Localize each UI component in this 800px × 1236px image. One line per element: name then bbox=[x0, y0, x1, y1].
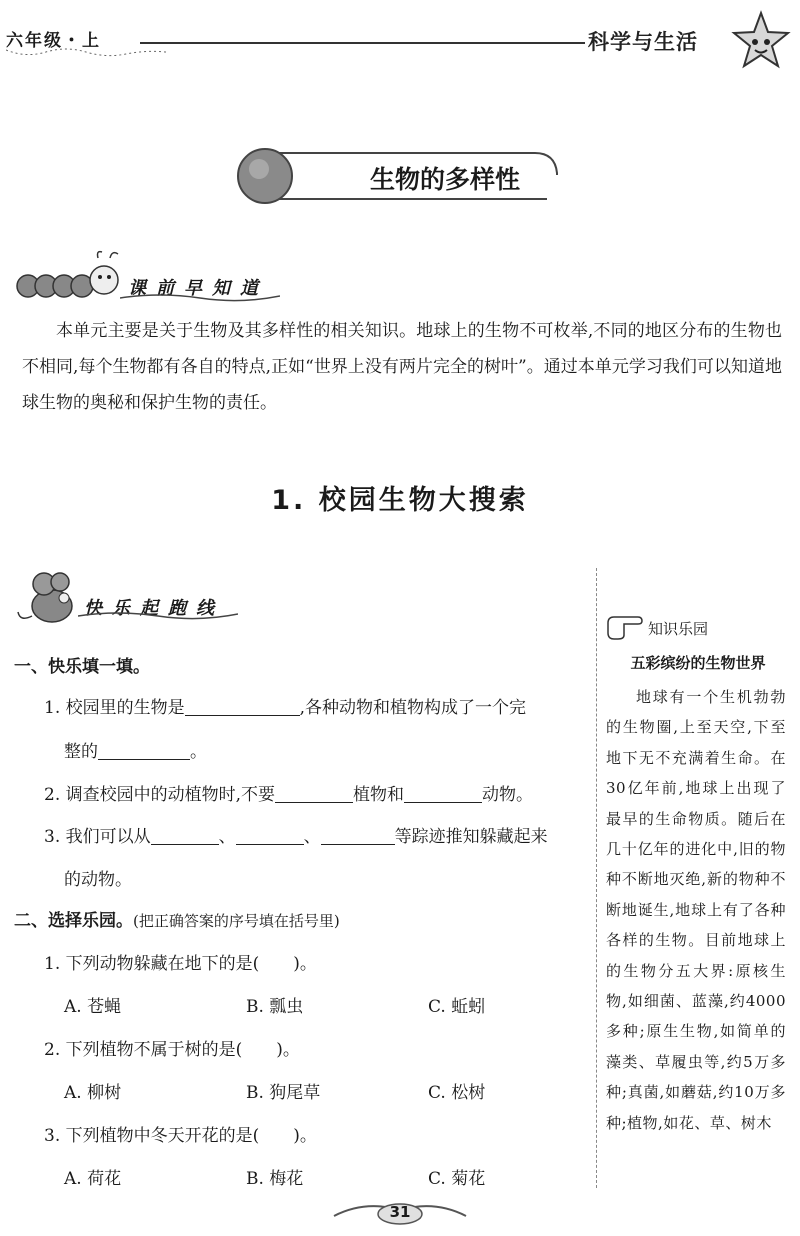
caterpillar-icon bbox=[12, 246, 124, 310]
answer-blank[interactable] bbox=[236, 827, 304, 845]
option-c[interactable]: C. 蚯蚓 bbox=[428, 997, 486, 1017]
option-a[interactable]: A. 柳树 bbox=[64, 1083, 122, 1103]
option-a[interactable]: A. 苍蝇 bbox=[64, 997, 122, 1017]
fill-question-3-cont: 的动物。 bbox=[64, 870, 132, 890]
answer-blank[interactable] bbox=[151, 827, 219, 845]
choice-question-1: 1. 下列动物躲藏在地下的是( )。 bbox=[44, 954, 317, 974]
section2-heading bbox=[14, 906, 340, 931]
unit-intro-paragraph: 本单元主要是关于生物及其多样性的相关知识。地球上的生物不可枚举,不同的地区分布的生物也不相同,每个生物都有各自的特点,正如“世界上没有两片完全的树叶”。通过本单元学习我们可以知道地球生物的奥秘和保护生物的责任。 bbox=[22, 321, 782, 413]
pointing-hand-icon bbox=[604, 613, 644, 641]
lesson-banner-underline bbox=[78, 608, 238, 622]
section2-title: 二、选择乐园。 bbox=[14, 911, 133, 931]
answer-blank[interactable] bbox=[404, 785, 482, 803]
option-c[interactable]: C. 菊花 bbox=[428, 1169, 486, 1189]
fill-question-1: 1. 校园里的生物是 ,各种动物和植物构成了一个完 bbox=[44, 698, 527, 718]
banner-underline bbox=[120, 290, 280, 304]
column-divider bbox=[596, 568, 597, 1188]
answer-blank[interactable] bbox=[185, 698, 300, 716]
fill-question-1-cont: 整的 。 bbox=[64, 742, 207, 762]
header-wave-decoration bbox=[6, 44, 186, 60]
option-a[interactable]: A. 荷花 bbox=[64, 1169, 122, 1189]
option-b[interactable]: B. 瓢虫 bbox=[246, 997, 304, 1017]
lesson-banner-label: 快乐起跑线 bbox=[84, 598, 224, 619]
section1-title: 一、快乐填一填。 bbox=[14, 657, 150, 677]
fill-question-3: 3. 我们可以从 、 、 等踪迹推知躲藏起来 bbox=[44, 827, 548, 847]
grade-label: 六年级・上 bbox=[6, 31, 101, 51]
answer-blank[interactable] bbox=[98, 742, 190, 760]
sidebar-body: 地球有一个生机勃勃的生物圈,上至天空,下至地下无不充满着生命。在30亿年前,地球上出现了最早的生命物质。随后在几十亿年的进化中,旧的物种不断地灭绝,新的物种不断地诞生,地球上有了各种各样的生物。目前地球上的生物分五大界:原核生物,如细菌、蓝藻,约4000多种;原生生物,如简单的藻类、草履虫等,约5万多种;真菌,如蘑菇,约10万多种;植物,如花、草、树木 bbox=[606, 688, 786, 1132]
book-title: 科学与生活 bbox=[588, 30, 698, 54]
page-number: 31 bbox=[389, 1203, 411, 1221]
header-rule bbox=[140, 42, 585, 44]
mouse-icon bbox=[14, 568, 84, 626]
unit-title: 生物的多样性 bbox=[370, 165, 521, 194]
section2-note: (把正确答案的序号填在括号里) bbox=[133, 912, 340, 930]
sidebar-heading: 知识乐园 bbox=[648, 620, 709, 638]
option-b[interactable]: B. 梅花 bbox=[246, 1169, 304, 1189]
lesson-title: 1. 校园生物大搜索 bbox=[271, 485, 529, 516]
option-c[interactable]: C. 松树 bbox=[428, 1083, 486, 1103]
sidebar-title: 五彩缤纷的生物世界 bbox=[630, 654, 766, 672]
answer-blank[interactable] bbox=[275, 785, 353, 803]
preview-banner-label: 课前早知道 bbox=[128, 278, 268, 299]
fill-question-2: 2. 调查校园中的动植物时,不要 植物和 动物。 bbox=[44, 785, 534, 805]
star-mascot-icon bbox=[730, 10, 792, 72]
choice-question-3: 3. 下列植物中冬天开花的是( )。 bbox=[44, 1126, 317, 1146]
answer-blank[interactable] bbox=[321, 827, 395, 845]
choice-question-2: 2. 下列植物不属于树的是( )。 bbox=[44, 1040, 300, 1060]
option-b[interactable]: B. 狗尾草 bbox=[246, 1083, 321, 1103]
